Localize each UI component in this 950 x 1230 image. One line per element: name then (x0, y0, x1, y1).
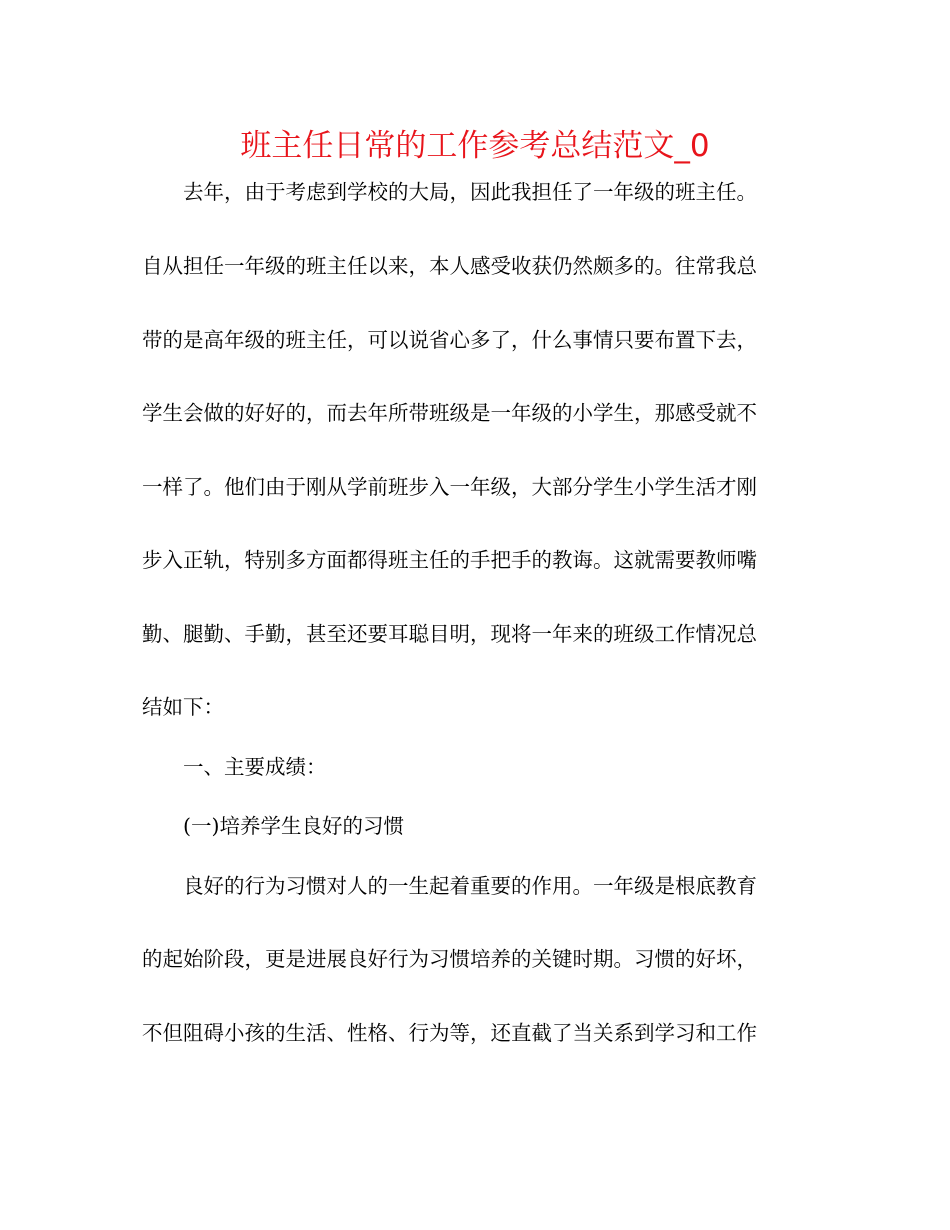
paragraph-line: 去年，由于考虑到学校的大局，因此我担任了一年级的班主任。 (183, 180, 757, 204)
paragraph-line: 不但阻碍小孩的生活、性格、行为等，还直截了当关系到学习和工作 (142, 1021, 757, 1045)
paragraph-line: 自从担任一年级的班主任以来，本人感受收获仍然颇多的。往常我总 (142, 254, 757, 278)
paragraph-line: 步入正轨，特别多方面都得班主任的手把手的教诲。这就需要教师嘴 (142, 548, 757, 572)
paragraph-line: 结如下： (142, 695, 224, 719)
section-heading: 一、主要成绩： (183, 755, 327, 779)
paragraph-line: 一样了。他们由于刚从学前班步入一年级，大部分学生小学生活才刚 (142, 475, 757, 499)
paragraph-line: 的起始阶段，更是进展良好行为习惯培养的关键时期。习惯的好坏， (142, 947, 757, 971)
paragraph-line: 勤、腿勤、手勤，甚至还要耳聪目明，现将一年来的班级工作情况总 (142, 622, 757, 646)
paragraph-line: 带的是高年级的班主任，可以说省心多了，什么事情只要布置下去， (142, 328, 757, 352)
document-title: 班主任日常的工作参考总结范文_0 (240, 128, 710, 164)
paragraph-line: 学生会做的好好的，而去年所带班级是一年级的小学生，那感受就不 (142, 401, 757, 425)
paragraph-line: 良好的行为习惯对人的一生起着重要的作用。一年级是根底教育 (183, 874, 757, 898)
subsection-heading: (一)培养学生良好的习惯 (183, 814, 404, 838)
